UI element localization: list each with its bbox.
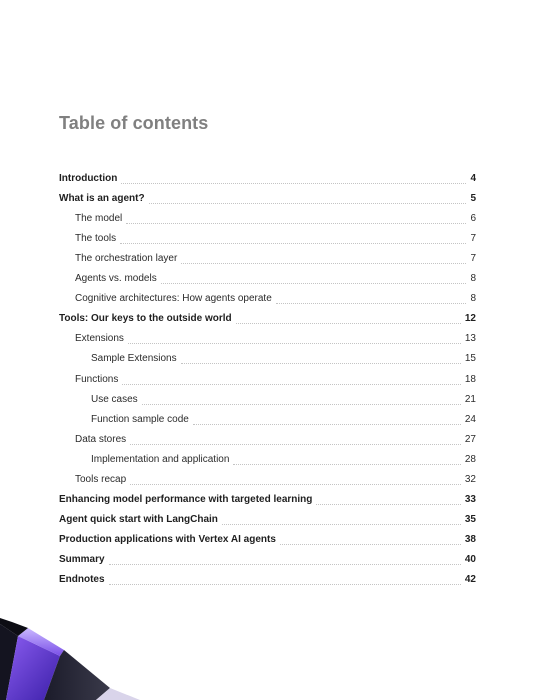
toc-entry[interactable] — [59, 169, 476, 189]
toc-entry[interactable] — [59, 530, 476, 550]
toc-entry-title: The orchestration layer — [75, 253, 178, 265]
toc-entry-page-number: 18 — [464, 373, 476, 385]
toc-entry[interactable] — [59, 349, 476, 369]
dot-leader — [109, 563, 461, 565]
toc-entry-title: Enhancing model performance with targeted learning — [59, 493, 313, 505]
toc-entry-page-number: 32 — [464, 473, 476, 485]
toc-entry-page-number: 13 — [464, 333, 476, 345]
toc-entry[interactable] — [59, 390, 476, 410]
dot-leader — [222, 523, 461, 525]
toc-entry-page-number: 5 — [470, 193, 476, 205]
toc-entry-title: Tools recap — [75, 473, 127, 485]
toc-entry-title: Sample Extensions — [91, 353, 177, 365]
toc-entry-title: Implementation and application — [91, 453, 230, 465]
toc-entry-page-number: 42 — [464, 573, 476, 585]
toc-entry-page-number: 35 — [464, 513, 476, 525]
dot-leader — [236, 322, 461, 324]
toc-entry[interactable] — [59, 410, 476, 430]
toc-entry[interactable] — [59, 309, 476, 329]
dot-leader — [126, 222, 466, 224]
dot-leader — [149, 202, 467, 204]
dot-leader — [121, 182, 466, 184]
toc-entry-page-number: 6 — [470, 213, 476, 225]
toc-entry-page-number: 15 — [464, 353, 476, 365]
dot-leader — [130, 443, 461, 445]
toc-entry[interactable] — [59, 450, 476, 470]
toc-entry[interactable] — [59, 510, 476, 530]
dot-leader — [181, 262, 466, 264]
toc-entry[interactable] — [59, 470, 476, 490]
dot-leader — [109, 583, 461, 585]
toc-entry-title: Production applications with Vertex AI agents — [59, 533, 276, 545]
dot-leader — [233, 463, 460, 465]
dot-leader — [120, 242, 466, 244]
dot-leader — [142, 403, 461, 405]
toc-entry-title: Data stores — [75, 433, 127, 445]
toc-entry-page-number: 21 — [464, 393, 476, 405]
toc-entry-title: The tools — [75, 233, 117, 245]
toc-entry-page-number: 7 — [470, 233, 476, 245]
toc-entry-title: What is an agent? — [59, 193, 145, 205]
toc-entry-title: Agent quick start with LangChain — [59, 513, 218, 525]
toc-entry-page-number: 8 — [470, 273, 476, 285]
toc-entry-page-number: 7 — [470, 253, 476, 265]
toc-entry-page-number: 38 — [464, 533, 476, 545]
toc-entry[interactable] — [59, 430, 476, 450]
dot-leader — [161, 282, 467, 284]
toc-entry[interactable] — [59, 209, 476, 229]
dot-leader — [130, 483, 461, 485]
toc-entry-title: Function sample code — [91, 413, 189, 425]
toc-entry-title: Tools: Our keys to the outside world — [59, 313, 232, 325]
page-title: Table of contents — [59, 113, 209, 133]
toc-entry[interactable] — [59, 289, 476, 309]
table-of-contents — [59, 169, 476, 590]
toc-entry-page-number: 12 — [464, 313, 476, 325]
toc-entry-page-number: 40 — [464, 553, 476, 565]
toc-entry-page-number: 8 — [470, 293, 476, 305]
dot-leader — [193, 423, 461, 425]
toc-entry[interactable] — [59, 570, 476, 590]
toc-entry[interactable] — [59, 329, 476, 349]
toc-entry[interactable] — [59, 269, 476, 289]
dot-leader — [316, 503, 461, 505]
toc-entry[interactable] — [59, 189, 476, 209]
toc-entry-title: The model — [75, 213, 123, 225]
toc-entry-page-number: 33 — [464, 493, 476, 505]
decorative-gem-shape — [0, 618, 140, 700]
toc-entry-page-number: 28 — [464, 453, 476, 465]
toc-entry[interactable] — [59, 490, 476, 510]
toc-entry[interactable] — [59, 229, 476, 249]
toc-entry-title: Introduction — [59, 173, 118, 185]
toc-entry-page-number: 4 — [470, 173, 476, 185]
toc-entry-title: Functions — [75, 373, 119, 385]
toc-entry-title: Use cases — [91, 393, 138, 405]
toc-entry-title: Endnotes — [59, 573, 105, 585]
toc-entry-title: Cognitive architectures: How agents operate — [75, 293, 272, 305]
dot-leader — [122, 383, 461, 385]
toc-entry-title: Agents vs. models — [75, 273, 157, 285]
dot-leader — [280, 543, 461, 545]
toc-entry-page-number: 24 — [464, 413, 476, 425]
toc-entry[interactable] — [59, 550, 476, 570]
toc-entry[interactable] — [59, 249, 476, 269]
toc-entry-title: Summary — [59, 553, 105, 565]
dot-leader — [276, 302, 467, 304]
toc-entry[interactable] — [59, 369, 476, 389]
dot-leader — [128, 342, 461, 344]
toc-entry-page-number: 27 — [464, 433, 476, 445]
toc-entry-title: Extensions — [75, 333, 124, 345]
dot-leader — [181, 362, 461, 364]
